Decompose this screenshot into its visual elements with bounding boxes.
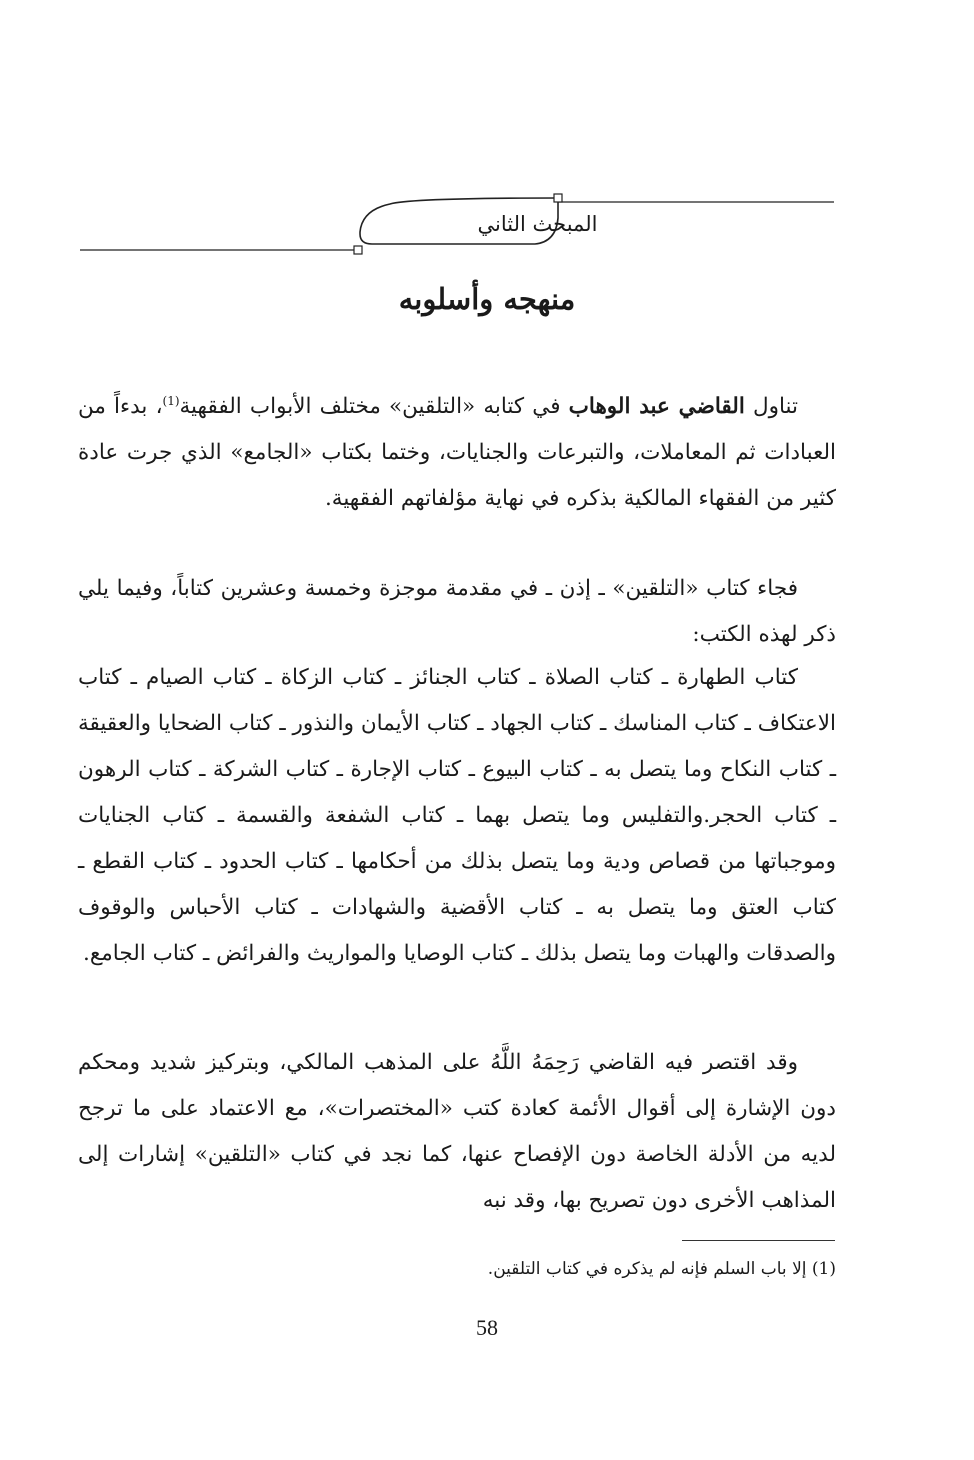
chapter-title: منهجه وأسلوبه bbox=[398, 282, 576, 316]
author-name: القاضي عبد الوهاب bbox=[568, 394, 745, 420]
paragraph-text: ، بدءاً من العبادات ثم المعاملات، والتبرعات والجنايات، وختما بكتاب «الجامع» الذي جرت عادة كثير من الفقهاء المالكية بذكره في نهاية مؤلفاتهم الفقهية. bbox=[78, 394, 836, 512]
paragraph-text: في كتابه «التلقين» مختلف الأبواب الفقهية bbox=[179, 394, 569, 420]
paragraph-2 bbox=[78, 566, 836, 658]
footnote-divider bbox=[682, 1240, 835, 1241]
section-header-ornament bbox=[80, 192, 835, 262]
footnote-marker: (1) bbox=[162, 394, 180, 408]
paragraph-text: وقد اقتصر فيه القاضي رَحِمَهُ اللَّهُ على المذهب المالكي، وبتركيز شديد ومحكم دون الإشارة إلى أقوال الأئمة كعادة كتب «المختصرات»، مع الاعتماد على ما ترجح لديه من الأدلة الخاصة دون الإفصاح عنها، كما نجد في كتاب «التلقين» إشارات إلى المذاهب الأخرى دون تصريح بها، وقد نبه bbox=[78, 1050, 836, 1213]
paragraph-text: تناول bbox=[744, 394, 798, 420]
footnote: (1) إلا باب السلم فإنه لم يذكره في كتاب التلقين. bbox=[487, 1259, 836, 1279]
page-number: 58 bbox=[476, 1315, 498, 1340]
paragraph-3-book-list bbox=[78, 655, 836, 977]
paragraph-text: كتاب الطهارة ـ كتاب الصلاة ـ كتاب الجنائز ـ كتاب الزكاة ـ كتاب الصيام ـ كتاب الاعتكاف ـ كتاب المناسك ـ كتاب الجهاد ـ كتاب الأيمان والنذور ـ كتاب الضحايا والعقيقة ـ كتاب النكاح وما يتصل به ـ كتاب البيوع ـ كتاب الإجارة ـ كتاب الشركة ـ كتاب الرهون ـ كتاب الحجر.والتفليس وما يتصل بهما ـ كتاب الشفعة والقسمة ـ كتاب الجنايات وموجباتها من قصاص ودية وما يتصل بذلك من أحكامها ـ كتاب الحدود ـ كتاب القطع ـ كتاب العتق وما يتصل به ـ كتاب الأقضية والشهادات ـ كتاب الأحباس والوقوف والصدقات والهبات وما يتصل بذلك ـ كتاب الوصايا والمواريث والفرائض ـ كتاب الجامع. bbox=[78, 665, 836, 966]
section-label: المبحث الثاني bbox=[477, 212, 598, 236]
paragraph-4 bbox=[78, 1040, 836, 1224]
paragraph-text: فجاء كتاب «التلقين» ـ إذن ـ في مقدمة موجزة وخمسة وعشرين كتاباً، وفيما يلي ذكر لهذه الكتب: bbox=[78, 576, 836, 647]
paragraph-1 bbox=[78, 378, 836, 522]
